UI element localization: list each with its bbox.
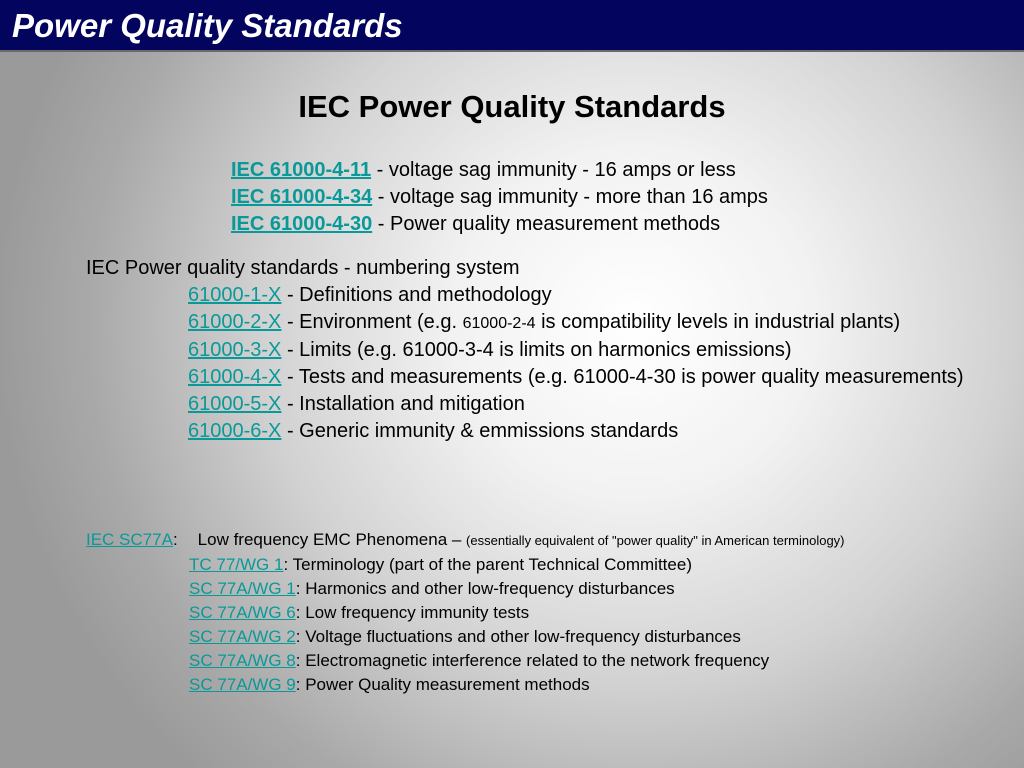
numbering-link-5[interactable]: 61000-5-X — [188, 393, 282, 415]
wg-link-sc77a-wg1[interactable]: SC 77A/WG 1 — [189, 579, 296, 598]
page-heading: IEC Power Quality Standards — [298, 89, 726, 124]
numbering-item — [188, 282, 966, 309]
numbering-link-3[interactable]: 61000-3-X — [188, 339, 282, 361]
working-group-item — [189, 673, 1016, 697]
working-group-item — [189, 577, 1016, 601]
wg-link-sc77a-wg9[interactable]: SC 77A/WG 9 — [189, 675, 296, 694]
wg-desc: : Terminology (part of the parent Technical Committee) — [283, 555, 692, 574]
standards-list — [231, 157, 768, 238]
standard-link-61000-4-34[interactable]: IEC 61000-4-34 — [231, 186, 373, 208]
numbering-link-1[interactable]: 61000-1-X — [188, 284, 282, 306]
sc77a-section — [86, 528, 1016, 697]
sc77a-link[interactable]: IEC SC77A — [86, 530, 173, 549]
sc77a-title: Low frequency EMC Phenomena – — [197, 530, 467, 549]
numbering-section — [86, 255, 966, 445]
numbering-desc: - Environment (e.g. — [281, 311, 463, 333]
wg-link-tc77-wg1[interactable]: TC 77/WG 1 — [189, 555, 284, 574]
wg-link-sc77a-wg6[interactable]: SC 77A/WG 6 — [189, 603, 296, 622]
title-bar — [0, 0, 1024, 52]
numbering-item — [188, 337, 966, 364]
sc77a-colon: : — [172, 530, 178, 549]
numbering-desc: - Installation and mitigation — [281, 393, 525, 415]
standard-link-61000-4-11[interactable]: IEC 61000-4-11 — [231, 159, 372, 181]
working-group-list — [189, 553, 1016, 697]
numbering-item — [188, 364, 966, 391]
numbering-desc: - Limits (e.g. 61000-3-4 is limits on harmonics emissions) — [281, 339, 792, 361]
working-group-item — [189, 601, 1016, 625]
standard-desc: - voltage sag immunity - 16 amps or less — [371, 159, 736, 181]
working-group-item — [189, 553, 1016, 577]
working-group-item — [189, 625, 1016, 649]
standard-desc: - Power quality measurement methods — [372, 213, 721, 235]
standard-row — [231, 184, 768, 211]
wg-desc: : Harmonics and other low-frequency disturbances — [295, 579, 675, 598]
slide-title: Power Quality Standards — [12, 7, 403, 44]
wg-desc: : Power Quality measurement methods — [295, 675, 590, 694]
sc77a-header — [86, 528, 1016, 553]
numbering-intro: IEC Power quality standards - numbering system — [86, 257, 520, 279]
numbering-desc: - Definitions and methodology — [281, 284, 552, 306]
wg-link-sc77a-wg8[interactable]: SC 77A/WG 8 — [189, 651, 296, 670]
standard-row — [231, 211, 768, 238]
numbering-desc: - Tests and measurements (e.g. 61000-4-30 is power quality measurements) — [281, 366, 964, 388]
standard-row — [231, 157, 768, 184]
numbering-desc-small: 61000-2-4 — [462, 315, 536, 332]
standard-link-61000-4-30[interactable]: IEC 61000-4-30 — [231, 213, 373, 235]
wg-desc: : Voltage fluctuations and other low-frequency disturbances — [295, 627, 741, 646]
standard-desc: - voltage sag immunity - more than 16 amps — [372, 186, 768, 208]
wg-desc: : Low frequency immunity tests — [295, 603, 530, 622]
numbering-link-6[interactable]: 61000-6-X — [188, 420, 282, 442]
working-group-item — [189, 649, 1016, 673]
numbering-item — [188, 309, 966, 337]
numbering-link-2[interactable]: 61000-2-X — [188, 311, 282, 333]
wg-link-sc77a-wg2[interactable]: SC 77A/WG 2 — [189, 627, 296, 646]
sc77a-note: (essentially equivalent of "power quality" in American terminology) — [466, 533, 845, 548]
wg-desc: : Electromagnetic interference related to the network frequency — [295, 651, 770, 670]
numbering-desc: - Generic immunity & emmissions standards — [281, 420, 679, 442]
numbering-item — [188, 418, 966, 445]
numbering-list — [188, 282, 966, 445]
numbering-link-4[interactable]: 61000-4-X — [188, 366, 282, 388]
numbering-desc: is compatibility levels in industrial plants) — [535, 311, 901, 333]
numbering-item — [188, 391, 966, 418]
